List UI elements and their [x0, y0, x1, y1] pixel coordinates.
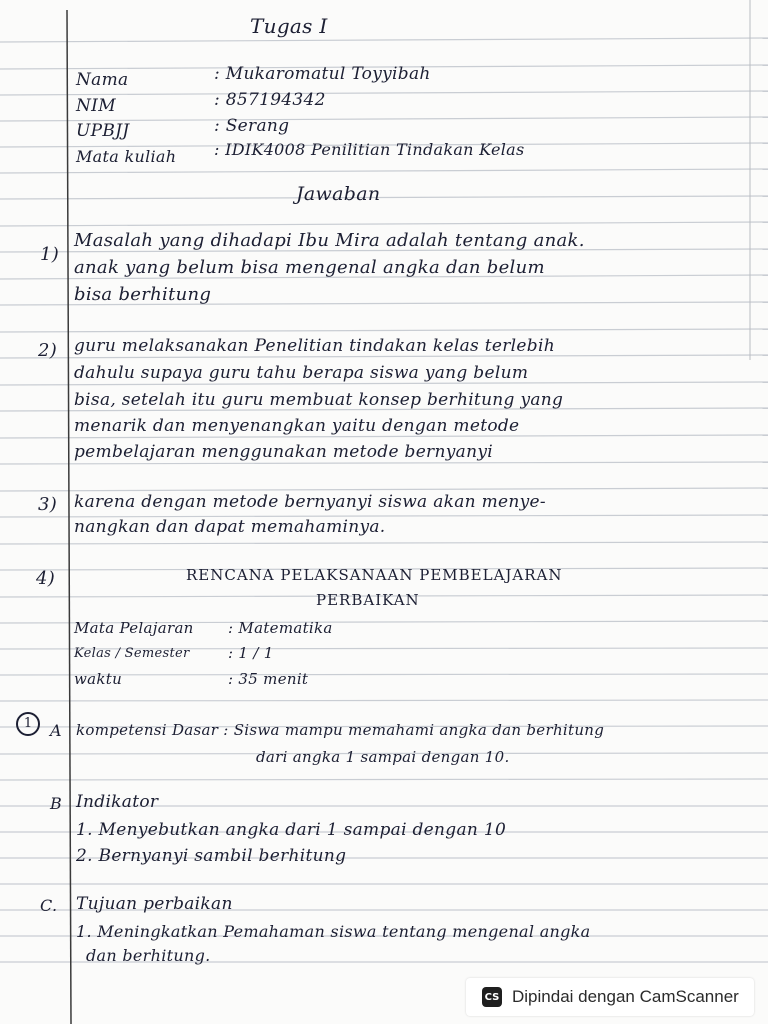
section-b-letter: B — [50, 794, 63, 813]
section-a-line-2: dari angka 1 sampai dengan 10. — [256, 748, 510, 766]
section-c-heading: Tujuan perbaikan — [76, 894, 233, 914]
answer2-line-2: dahulu supaya guru tahu berapa siswa yang belum — [74, 363, 529, 383]
section-c-letter: C. — [40, 896, 58, 915]
section-b-heading: Indikator — [76, 792, 159, 812]
section-c-item-2: dan berhitung. — [86, 946, 211, 965]
answer2-line-4: menarik dan menyenangkan yaitu dengan metode — [74, 416, 520, 436]
identity-value-nim: : 857194342 — [214, 90, 326, 110]
section-c-item-1: 1. Meningkatkan Pemahaman siswa tentang mengenal angka — [76, 922, 591, 941]
info-value-waktu: : 35 menit — [228, 670, 309, 688]
camscanner-label: Dipindai dengan CamScanner — [512, 987, 739, 1006]
answer3-line-1: karena dengan metode bernyanyi siswa akan menye- — [74, 492, 546, 512]
answer3-number: 3) — [38, 494, 58, 515]
answer3-line-2: nangkan dan dapat memahaminya. — [74, 517, 386, 537]
answer2-line-3: bisa, setelah itu guru membuat konsep berhitung yang — [74, 390, 564, 410]
answer2-line-5: pembelajaran menggunakan metode bernyanyi — [74, 442, 493, 462]
section-b-item-1: 1. Menyebutkan angka dari 1 sampai dengan 10 — [76, 820, 507, 840]
info-value-kelas: : 1 / 1 — [228, 644, 274, 662]
identity-label-nama: Nama — [76, 70, 129, 90]
answer2-line-1: guru melaksanakan Penelitian tindakan kelas terlebih — [74, 336, 555, 356]
info-value-mapel: : Matematika — [228, 619, 333, 637]
answer1-number: 1) — [40, 244, 60, 265]
rpp-title: RENCANA PELAKSANAAN PEMBELAJARAN — [186, 566, 563, 584]
section-b-item-2: 2. Bernyanyi sambil berhitung — [76, 846, 347, 866]
rpp-subtitle: PERBAIKAN — [316, 591, 420, 609]
jawaban-heading: Jawaban — [296, 183, 381, 205]
camscanner-watermark — [466, 978, 754, 1016]
camscanner-logo-icon: CS — [482, 987, 502, 1007]
identity-value-upbjj: : Serang — [214, 116, 290, 136]
section-a-line-1: kompetensi Dasar : Siswa mampu memahami angka dan berhitung — [76, 721, 605, 739]
identity-value-matakuliah: : IDIK4008 Penilitian Tindakan Kelas — [214, 140, 525, 159]
info-label-kelas: Kelas / Semester — [74, 646, 190, 661]
info-label-mapel: Mata Pelajaran — [74, 619, 194, 637]
identity-label-upbjj: UPBJJ — [76, 121, 130, 141]
section-a-letter: A — [50, 721, 62, 740]
page-title: Tugas I — [250, 14, 328, 38]
answer2-number: 2) — [38, 340, 58, 361]
identity-value-nama: : Mukaromatul Toyyibah — [214, 64, 431, 84]
answer1-line-1: Masalah yang dihadapi Ibu Mira adalah tentang anak. — [74, 230, 585, 251]
info-label-waktu: waktu — [74, 670, 123, 688]
identity-label-matakuliah: Mata kuliah — [76, 147, 177, 166]
identity-label-nim: NIM — [76, 96, 116, 116]
section-number-circle: 1 — [16, 712, 40, 736]
answer4-number: 4) — [36, 568, 56, 589]
answer1-line-3: bisa berhitung — [74, 284, 212, 305]
answer1-line-2: anak yang belum bisa mengenal angka dan belum — [74, 257, 545, 278]
